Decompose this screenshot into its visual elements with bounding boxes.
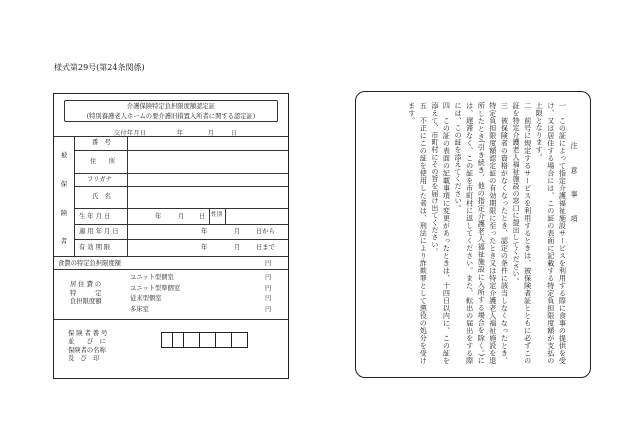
apply-date-label: 適 用 年 月 日 (79, 228, 119, 235)
residence-item-unit-semi-private: ユニット型準個室 (130, 284, 181, 292)
birth-month-label: 月 (178, 213, 185, 220)
note-item-5: 五 不正にこの証を使用した者は、刑法により詐欺罪として懲役の処分を受けます。 (407, 102, 429, 364)
insurer-number-box (231, 332, 248, 348)
residence-item-multi-bed: 多床室 (130, 305, 149, 313)
residence-yen-1: 円 (265, 274, 272, 281)
residence-items (130, 273, 180, 315)
insured-label-char-2: 保 (60, 180, 68, 188)
number-label: 番 号 (92, 139, 111, 146)
note-item-2: 二 前号に規定するサービスを利用するときは、被保険者証とともに必ずこの証を特定介護老人福祉施設の窓口に提出してください。 (512, 102, 533, 364)
residence-yen-3: 円 (265, 295, 272, 303)
address-label: 住 所 (90, 158, 116, 165)
insured-label-char-4: 者 (60, 237, 68, 245)
residence-label-line-3: 負担限度額 (70, 298, 102, 306)
apply-from-label: 日から (256, 228, 275, 235)
residence-limit-label (70, 281, 101, 307)
birth-year-label: 年 (155, 213, 162, 220)
furigana-label: フリガナ (87, 176, 112, 183)
insurer-number-box (183, 332, 200, 348)
name-label: 氏 名 (92, 193, 111, 200)
note-item-1: 一 この証によって指定介護福祉施設サービスを利用する際に食事の提供を受け、又は居住する場合には、この証の表面に記載する特定負担限度額が支払の上限となります。 (535, 102, 568, 364)
apply-month-label: 月 (234, 228, 241, 235)
insurer-label-line-4: 及 び 印 (68, 355, 100, 363)
insured-label-char-1: 被 (60, 151, 68, 159)
issue-year-label: 年 (176, 130, 184, 137)
birth-date-label: 生 年 月 日 (79, 213, 111, 220)
gender-label: 性別 (211, 212, 223, 218)
notes-card (355, 91, 591, 378)
insurer-label (68, 330, 108, 364)
residence-label-line-2: 特 定 (70, 289, 102, 297)
insurer-label-line-3: 保険者の名称 (68, 346, 106, 354)
birth-day-label: 日 (199, 213, 206, 220)
insurer-label-line-2: 並 び に (68, 338, 106, 346)
insured-label-char-3: 険 (60, 209, 68, 217)
insurer-label-line-1: 保 険 者 番 号 (68, 330, 108, 337)
notes-text (366, 102, 580, 364)
valid-month-label: 月 (234, 244, 241, 251)
residence-yen-column (265, 273, 271, 315)
form-number: 様式第29号(第24条関係) (54, 63, 145, 72)
notes-heading: 注 意 事 項 (570, 142, 579, 227)
note-item-3: 三 被保険者の資格がなくなったとき、認定の条件に該当しなくなったとき、特定負担限度額認定証の有効期限に至ったとき又は特定介護老人福祉施設を退所したとき(引き続き、他の指定介護老人福祉施設に入所する場合を除く。)には、遅滞なく、この証を市町村に返してください。また、転出の届出をする際には、この証を添えてください。 (454, 102, 510, 364)
certificate-subtitle: (特別養護老人ホームの要介護旧措置入所者に関する認定証) (86, 112, 256, 120)
residence-yen-4: 円 (265, 305, 272, 313)
insurer-number-box (215, 332, 232, 348)
issue-month-label: 月 (207, 130, 215, 137)
insurer-number-box (199, 332, 216, 348)
issue-day-label: 日 (230, 130, 238, 137)
valid-until-label: 有 効 期 限 (79, 244, 111, 251)
certificate-title: 介護保険特定負担限度額認定証 (126, 103, 216, 110)
food-limit-label: 食費の特定負担限度額 (58, 260, 121, 267)
food-limit-yen: 円 (265, 260, 272, 267)
residence-item-conventional-private: 従来型個室 (130, 295, 162, 303)
note-item-4: 四 この証の表面の記載事項に変更があったときは、十四日以内に、この証を添えて、市町村にその旨を届け出てください。 (430, 102, 452, 364)
apply-year-label: 年 (201, 228, 208, 235)
insured-table (54, 136, 288, 363)
valid-until-suffix: 日まで (256, 244, 275, 251)
residence-label-line-1: 居 住 費 の (70, 281, 102, 288)
certificate-title-box (64, 100, 278, 122)
residence-item-unit-private: ユニット型個室 (130, 274, 174, 281)
residence-yen-2: 円 (265, 284, 272, 292)
certificate-card (53, 93, 289, 379)
valid-year-label: 年 (201, 244, 208, 251)
issue-date-label: 交付年月日 (114, 130, 147, 137)
